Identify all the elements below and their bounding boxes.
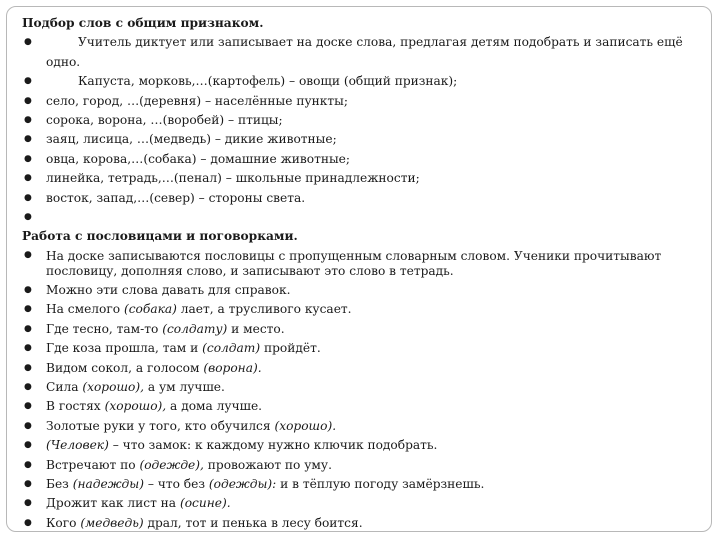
proverb-item xyxy=(22,378,692,397)
proverb-text: лает, а трусливого кусает. xyxy=(176,302,352,317)
proverb-text: пройдёт. xyxy=(260,341,321,356)
proverb-text: и место. xyxy=(227,321,285,336)
proverb-item xyxy=(22,359,692,378)
list-item xyxy=(22,72,692,91)
item-text: восток, запад,…(север) – стороны света. xyxy=(46,190,306,205)
document-body xyxy=(22,14,692,533)
proverb-item xyxy=(22,436,692,455)
proverb-answer: (хорошо), xyxy=(104,399,167,414)
proverb-text: Где тесно, там-то xyxy=(46,321,163,336)
proverb-text: На смелого xyxy=(46,302,124,317)
section2-heading: Работа с пословицами и поговорками. xyxy=(22,229,298,244)
list-item xyxy=(22,169,692,188)
proverb-answer: (солдату) xyxy=(162,321,228,336)
list-item xyxy=(22,111,692,130)
proverb-answer: (медведь) xyxy=(80,515,144,530)
hint-text: Можно эти слова давать для справок. xyxy=(46,282,291,297)
list-item xyxy=(22,130,692,149)
proverb-text: а дома лучше. xyxy=(166,399,263,414)
proverb-text: Без xyxy=(46,476,73,491)
item-text: сорока, ворона, …(воробей) – птицы; xyxy=(46,113,283,128)
proverb-text: а ум лучше. xyxy=(143,379,225,394)
proverb-item xyxy=(22,339,692,358)
proverb-item xyxy=(22,397,692,416)
proverb-answer: (надежды) xyxy=(72,476,144,491)
proverb-item xyxy=(22,456,692,475)
proverb-item xyxy=(22,300,692,319)
list-item xyxy=(22,92,692,111)
proverb-text: и в тёплую погоду замёрзнешь. xyxy=(276,476,485,491)
proverb-answer: (осине). xyxy=(179,496,231,511)
proverb-item xyxy=(22,320,692,339)
proverb-item xyxy=(22,514,692,533)
list-item xyxy=(22,281,692,300)
proverb-answer: (ворона). xyxy=(203,360,262,375)
proverb-text: Встречают по xyxy=(46,457,140,472)
section1-heading: Подбор слов с общим признаком. xyxy=(22,16,264,30)
proverb-item xyxy=(22,494,692,513)
item-text: Капуста, морковь,…(картофель) – овощи (общий признак); xyxy=(78,74,458,89)
proverb-text: – что без xyxy=(143,476,209,491)
section2-list xyxy=(22,247,692,533)
proverb-answer: (собака) xyxy=(123,302,177,317)
proverb-text: Где коза прошла, там и xyxy=(46,341,203,356)
proverb-answer: (одежды): xyxy=(208,476,277,491)
proverb-text: – что замок: к каждому нужно ключик подобрать. xyxy=(108,438,438,453)
list-item xyxy=(22,247,692,281)
list-item xyxy=(22,208,692,227)
intro-text: На доске записываются пословицы с пропущенным словарным словом. Ученики прочитывают пословицу, дополняя слово, и записывают это слово в тетрадь. xyxy=(46,248,662,278)
item-text: заяц, лисица, …(медведь) – дикие животные; xyxy=(46,132,337,147)
proverb-answer: (солдат) xyxy=(202,341,261,356)
item-text: линейка, тетрадь,…(пенал) – школьные принадлежности; xyxy=(46,171,420,186)
proverb-item xyxy=(22,417,692,436)
proverb-text: Сила xyxy=(46,379,83,394)
proverb-item xyxy=(22,475,692,494)
proverb-answer: (хорошо). xyxy=(274,418,337,433)
item-text xyxy=(46,210,50,224)
proverb-answer: (Человек) xyxy=(46,438,109,453)
proverb-text: Дрожит как лист на xyxy=(46,496,180,511)
proverb-text: драл, тот и пенька в лесу боится. xyxy=(143,515,363,530)
list-item xyxy=(22,189,692,208)
proverb-text: провожают по уму. xyxy=(203,457,332,472)
item-text: овца, корова,…(собака) – домашние животные; xyxy=(46,151,351,166)
proverb-text: В гостях xyxy=(46,399,105,414)
section1-list xyxy=(22,33,692,227)
proverb-answer: (одежде), xyxy=(139,457,204,472)
list-item xyxy=(22,150,692,169)
item-text: Учитель диктует или записывает на доске слова, предлагая детям подобрать и записать ещё одно. xyxy=(46,35,683,69)
proverb-text: Золотые руки у того, кто обучился xyxy=(46,418,275,433)
proverb-answer: (хорошо), xyxy=(82,379,144,394)
list-item xyxy=(22,33,692,72)
proverb-text: Видом сокол, а голосом xyxy=(46,360,204,375)
proverb-text: Кого xyxy=(46,515,81,530)
item-text: село, город, …(деревня) – населённые пункты; xyxy=(46,93,348,108)
